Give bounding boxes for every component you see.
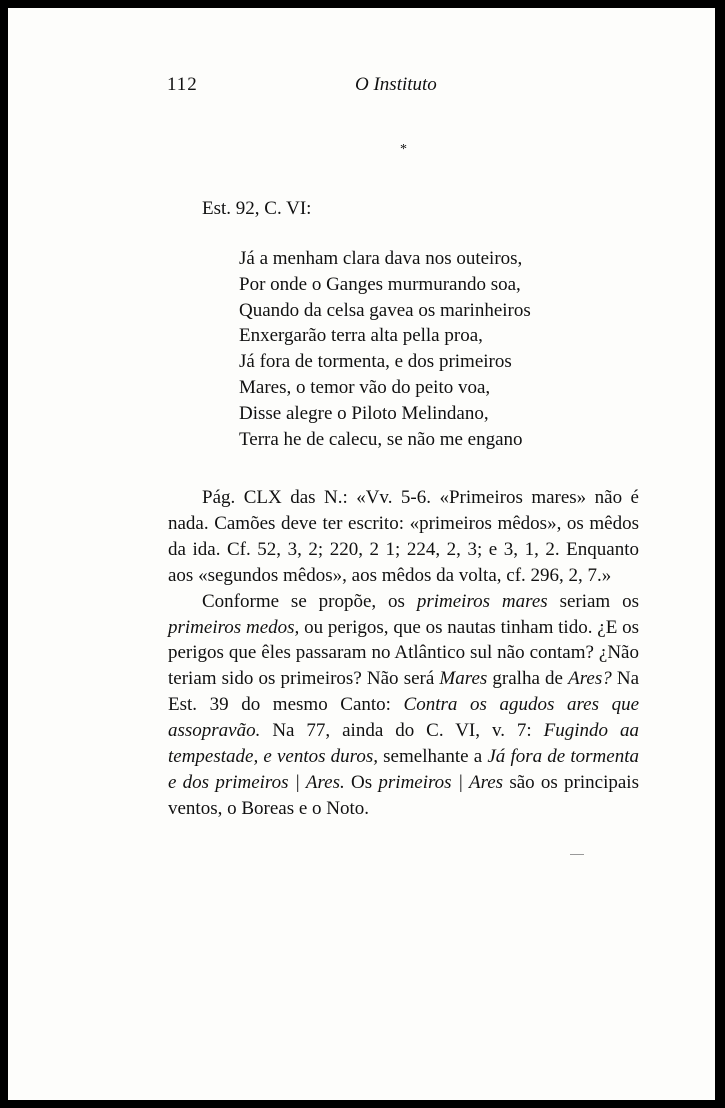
stanza-line: Mares, o temor vão do peito voa,: [239, 376, 491, 398]
text-run: Na 77, ainda do C. VI, v. 7:: [260, 720, 544, 742]
italic-run: primeiros mares: [416, 590, 548, 612]
italic-run: Contra os agudos ares que assopravão.: [168, 694, 639, 742]
italic-run: primeiros medos,: [168, 616, 300, 638]
text-run: ou perigos, que os nautas tinham tido. ¿E os perigos que êles passaram no Atlântico sul não contam? ¿Não teriam sido os primeiros? Não será: [168, 616, 639, 690]
stanza-line: Já a menham clara dava nos outeiros,: [239, 248, 523, 269]
commentary: [168, 485, 639, 822]
stanza-line: Por onde o Ganges murmurando soa,: [239, 273, 521, 295]
italic-run: primeiros | Ares: [378, 771, 504, 793]
stanza-line: Terra he de calecu, se não me engano: [239, 428, 523, 450]
italic-run: Mares: [439, 668, 488, 690]
stanza-line: Enxergarão terra alta pella proa,: [239, 325, 483, 347]
stanza: [239, 246, 531, 452]
text-run: seriam os: [547, 590, 639, 612]
text-run: Conforme se propõe, os: [202, 590, 417, 612]
section-mark: *: [400, 142, 407, 157]
italic-run: Fugindo aa tempestade, e ventos duros,: [168, 720, 639, 768]
paragraph-discussion: [168, 589, 639, 822]
text-run: semelhante a: [378, 746, 488, 768]
text-run: são os principais ventos, o Boreas e o Noto.: [168, 771, 639, 819]
scan-speck: [570, 854, 584, 855]
page-number: 112: [167, 74, 198, 95]
stanza-line: Disse alegre o Piloto Melindano,: [239, 402, 489, 424]
page-header: [8, 74, 715, 100]
text-run: gralha de: [487, 668, 569, 690]
verse-reference: Est. 92, C. VI:: [202, 198, 312, 219]
text-run: Os: [344, 771, 379, 793]
stanza-line: Quando da celsa gavea os marinheiros: [239, 299, 531, 321]
italic-run: Já fora de tormenta e dos primeiros | Ares.: [168, 746, 639, 793]
book-page: [8, 8, 715, 1100]
running-title: O Instituto: [355, 74, 437, 95]
italic-run: Ares?: [568, 668, 612, 690]
stanza-line: Já fora de tormenta, e dos primeiros: [239, 351, 512, 373]
paragraph-quote: Pág. CLX das N.: «Vv. 5-6. «Primeiros mares» não é nada. Camões deve ter escrito: «primeiros mêdos», os mêdos da ida. Cf. 52, 3, 2; 220, 2 1; 224, 2, 3; e 3, 1, 2. Enquanto aos «segundos mêdos», aos mêdos da volta, cf. 296, 2, 7.»: [168, 487, 639, 586]
text-run: Na Est. 39 do mesmo Canto:: [168, 668, 640, 716]
